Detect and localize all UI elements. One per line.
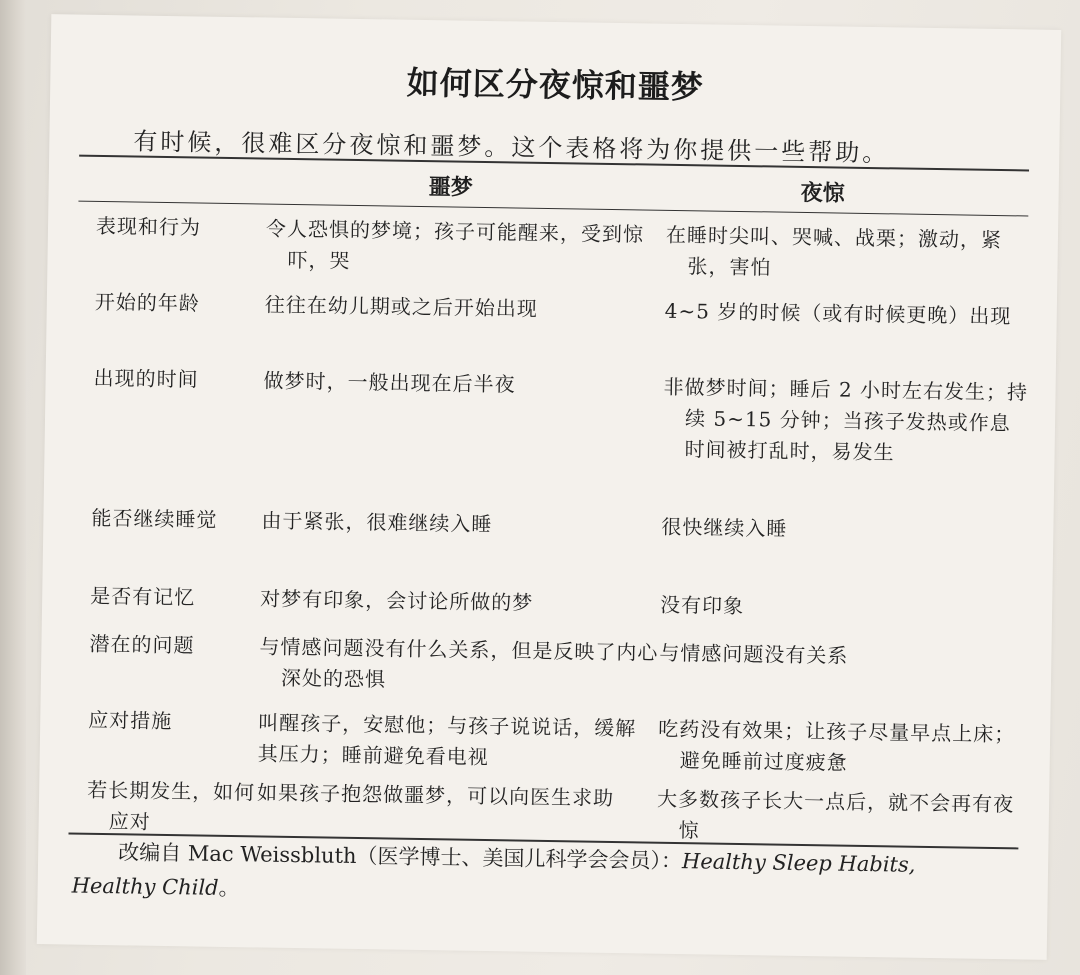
header-night-terror: 夜惊 xyxy=(800,179,845,207)
nightmare-cell: 往往在幼儿期或之后开始出现 xyxy=(264,292,538,321)
night-terror-cell: 4~5 岁的时候（或有时候更晚）出现 xyxy=(664,298,1012,329)
source-citation xyxy=(71,835,1032,918)
row-label: 应对措施 xyxy=(88,707,173,734)
book-title-part1: Healthy Sleep Habits, xyxy=(681,849,916,877)
nightmare-cell: 做梦时，一般出现在后半夜 xyxy=(263,368,516,397)
night-terror-cell: 没有印象 xyxy=(659,592,745,619)
row-label: 能否继续睡觉 xyxy=(91,505,218,532)
nightmare-cell: 令人恐惧的梦境；孩子可能醒来，受到惊吓，哭 xyxy=(265,216,645,273)
night-terror-cell: 吃药没有效果；让孩子尽量早点上床；避免睡前过度疲惫 xyxy=(658,716,1016,775)
box-title: 如何区分夜惊和噩梦 xyxy=(406,63,705,107)
row-label: 表现和行为 xyxy=(95,213,202,240)
header-nightmare: 噩梦 xyxy=(428,174,473,201)
page-binding-shadow xyxy=(0,0,26,975)
row-label: 开始的年龄 xyxy=(94,289,201,316)
night-terror-cell: 大多数孩子长大一点后，就不会再有夜惊 xyxy=(656,786,1015,843)
night-terror-cell: 非做梦时间；睡后 2 小时左右发生；持续 5~15 分钟；当孩子发热或作息时间被打乱时，易发生 xyxy=(663,374,1029,465)
box-intro: 有时候，很难区分夜惊和噩梦。这个表格将为你提供一些帮助。 xyxy=(133,127,890,168)
row-label: 潜在的问题 xyxy=(89,631,195,658)
nightmare-cell: 与情感问题没有什么关系，但是反映了内心深处的恐惧 xyxy=(259,634,659,692)
comparison-box xyxy=(37,14,1061,960)
row-label: 是否有记忆 xyxy=(90,583,196,610)
citation-prefix: 改编自 Mac Weissbluth（医学博士、美国儿科学会会员）： xyxy=(118,840,683,874)
nightmare-cell: 由于紧张，很难继续入睡 xyxy=(261,508,493,537)
nightmare-cell: 对梦有印象，会讨论所做的梦 xyxy=(260,586,534,615)
nightmare-cell: 叫醒孩子，安慰他；与孩子说说话，缓解其压力；睡前避免看电视 xyxy=(257,710,637,770)
citation-suffix: 。 xyxy=(218,875,240,901)
book-title-part2: Healthy Child xyxy=(71,873,219,900)
night-terror-cell: 在睡时尖叫、哭喊、战栗；激动，紧张，害怕 xyxy=(665,222,1003,280)
row-label: 若长期发生，如何应对 xyxy=(86,777,256,834)
row-label: 出现的时间 xyxy=(93,365,199,392)
night-terror-cell: 与情感问题没有关系 xyxy=(659,640,849,668)
night-terror-cell: 很快继续入睡 xyxy=(661,514,788,541)
nightmare-cell: 如果孩子抱怨做噩梦，可以向医生求助 xyxy=(256,780,615,811)
